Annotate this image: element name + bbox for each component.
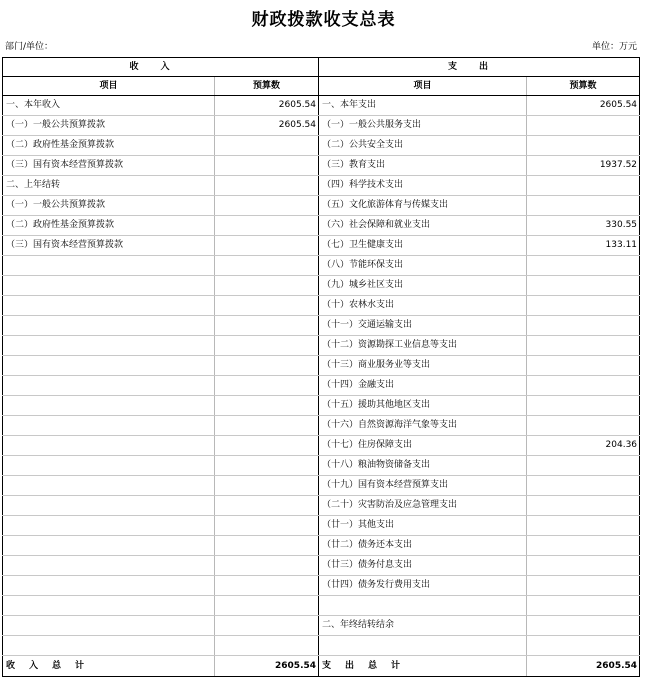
income-item-cell [3, 256, 215, 276]
expense-value-cell [527, 616, 640, 636]
column-header-row [3, 77, 640, 96]
expense-value-cell [527, 456, 640, 476]
income-item-cell: （一）一般公共预算拨款 [3, 196, 215, 216]
income-item-cell [3, 616, 215, 636]
expense-value-cell: 330.55 [527, 216, 640, 236]
income-item-cell [3, 636, 215, 656]
expense-item-cell: （三）教育支出 [319, 156, 527, 176]
income-value-cell [215, 636, 319, 656]
income-item-cell: （二）政府性基金预算拨款 [3, 216, 215, 236]
income-item-cell [3, 516, 215, 536]
income-value-cell [215, 396, 319, 416]
expense-item-cell: （廿二）债务还本支出 [319, 536, 527, 556]
income-item-cell: 一、本年收入 [3, 96, 215, 116]
expense-item-cell [319, 596, 527, 616]
expense-item-cell: （二十）灾害防治及应急管理支出 [319, 496, 527, 516]
table-row [3, 296, 640, 316]
expense-value-cell [527, 596, 640, 616]
table-row [3, 436, 640, 456]
income-value-cell [215, 276, 319, 296]
table-row [3, 116, 640, 136]
income-total-label: 收入总计 [3, 656, 215, 677]
table-row [3, 536, 640, 556]
expense-item-col-header: 项目 [319, 77, 527, 96]
expense-item-cell: 二、年终结转结余 [319, 616, 527, 636]
expense-budget-col-header: 预算数 [527, 77, 640, 96]
department-label: 部门/单位： [5, 42, 54, 52]
income-item-cell [3, 556, 215, 576]
income-value-cell [215, 516, 319, 536]
table-row [3, 396, 640, 416]
table-row [3, 516, 640, 536]
table-row [3, 556, 640, 576]
expense-item-cell: （十）农林水支出 [319, 296, 527, 316]
expense-item-cell: （十九）国有资本经营预算支出 [319, 476, 527, 496]
income-value-cell [215, 476, 319, 496]
income-total-value: 2605.54 [215, 656, 319, 677]
income-value-cell [215, 136, 319, 156]
table-row [3, 496, 640, 516]
income-value-cell: 2605.54 [215, 96, 319, 116]
section-header-row [3, 58, 640, 77]
page-title: 财政拨款收支总表 [251, 10, 396, 30]
table-row [3, 216, 640, 236]
income-value-cell [215, 376, 319, 396]
income-value-cell [215, 596, 319, 616]
income-value-cell [215, 256, 319, 276]
total-row [3, 656, 640, 677]
table-row [3, 416, 640, 436]
table-row [3, 156, 640, 176]
expense-item-cell: （十二）资源勘探工业信息等支出 [319, 336, 527, 356]
income-item-cell [3, 456, 215, 476]
table-row [3, 176, 640, 196]
income-item-cell: 二、上年结转 [3, 176, 215, 196]
income-item-cell: （一）一般公共预算拨款 [3, 116, 215, 136]
expense-value-cell [527, 316, 640, 336]
income-value-cell [215, 456, 319, 476]
income-item-cell [3, 396, 215, 416]
expense-item-cell: （九）城乡社区支出 [319, 276, 527, 296]
expense-value-cell [527, 636, 640, 656]
income-item-cell [3, 296, 215, 316]
expense-header: 支出 [319, 58, 640, 77]
expense-value-cell [527, 116, 640, 136]
budget-table [2, 57, 640, 677]
income-item-cell [3, 356, 215, 376]
income-value-cell [215, 496, 319, 516]
expense-value-cell [527, 516, 640, 536]
expense-item-cell: （八）节能环保支出 [319, 256, 527, 276]
income-item-cell [3, 496, 215, 516]
table-row [3, 376, 640, 396]
expense-item-cell: （十六）自然资源海洋气象等支出 [319, 416, 527, 436]
expense-value-cell [527, 536, 640, 556]
expense-item-cell: （十七）住房保障支出 [319, 436, 527, 456]
expense-item-cell: （廿一）其他支出 [319, 516, 527, 536]
income-value-cell [215, 176, 319, 196]
income-value-cell [215, 336, 319, 356]
expense-item-cell: （五）文化旅游体育与传媒支出 [319, 196, 527, 216]
expense-item-cell: （十四）金融支出 [319, 376, 527, 396]
table-row [3, 476, 640, 496]
income-item-cell [3, 596, 215, 616]
expense-item-cell: 一、本年支出 [319, 96, 527, 116]
income-budget-col-header: 预算数 [215, 77, 319, 96]
unit-label: 单位：万元 [591, 42, 637, 52]
expense-total-label: 支出总计 [319, 656, 527, 677]
income-value-cell [215, 416, 319, 436]
expense-value-cell: 204.36 [527, 436, 640, 456]
table-row [3, 316, 640, 336]
expense-item-cell [319, 636, 527, 656]
expense-item-cell: （一）一般公共服务支出 [319, 116, 527, 136]
table-row [3, 256, 640, 276]
table-row [3, 236, 640, 256]
income-item-cell: （三）国有资本经营预算拨款 [3, 156, 215, 176]
expense-value-cell [527, 556, 640, 576]
expense-value-cell [527, 576, 640, 596]
expense-value-cell [527, 196, 640, 216]
income-value-cell [215, 296, 319, 316]
expense-value-cell [527, 416, 640, 436]
table-row [3, 636, 640, 656]
expense-value-cell: 1937.52 [527, 156, 640, 176]
table-row [3, 616, 640, 636]
table-row [3, 356, 640, 376]
income-item-cell: （二）政府性基金预算拨款 [3, 136, 215, 156]
expense-item-cell: （四）科学技术支出 [319, 176, 527, 196]
expense-value-cell [527, 176, 640, 196]
expense-item-cell: （十一）交通运输支出 [319, 316, 527, 336]
expense-value-cell [527, 356, 640, 376]
table-row [3, 96, 640, 116]
expense-item-cell: （七）卫生健康支出 [319, 236, 527, 256]
table-row [3, 596, 640, 616]
income-item-cell [3, 276, 215, 296]
expense-value-cell [527, 136, 640, 156]
income-item-cell [3, 436, 215, 456]
expense-item-cell: （十五）援助其他地区支出 [319, 396, 527, 416]
expense-value-cell [527, 376, 640, 396]
expense-value-cell [527, 496, 640, 516]
income-value-cell [215, 216, 319, 236]
expense-value-cell [527, 336, 640, 356]
expense-value-cell [527, 476, 640, 496]
income-value-cell [215, 556, 319, 576]
income-item-cell: （三）国有资本经营预算拨款 [3, 236, 215, 256]
income-value-cell [215, 356, 319, 376]
table-row [3, 136, 640, 156]
table-row [3, 456, 640, 476]
expense-value-cell [527, 276, 640, 296]
income-item-cell [3, 316, 215, 336]
income-value-cell [215, 436, 319, 456]
expense-value-cell: 133.11 [527, 236, 640, 256]
income-value-cell [215, 236, 319, 256]
income-value-cell [215, 196, 319, 216]
income-value-cell [215, 616, 319, 636]
expense-item-cell: （六）社会保障和就业支出 [319, 216, 527, 236]
expense-item-cell: （廿四）债务发行费用支出 [319, 576, 527, 596]
income-value-cell [215, 536, 319, 556]
income-item-cell [3, 376, 215, 396]
income-value-cell [215, 316, 319, 336]
expense-item-cell: （十三）商业服务业等支出 [319, 356, 527, 376]
expense-value-cell [527, 296, 640, 316]
expense-value-cell [527, 256, 640, 276]
income-header: 收入 [3, 58, 319, 77]
income-value-cell [215, 156, 319, 176]
table-row [3, 276, 640, 296]
expense-item-cell: （廿三）债务付息支出 [319, 556, 527, 576]
income-value-cell: 2605.54 [215, 116, 319, 136]
income-item-cell [3, 416, 215, 436]
expense-total-value: 2605.54 [527, 656, 640, 677]
table-row [3, 196, 640, 216]
expense-value-cell [527, 396, 640, 416]
expense-item-cell: （十八）粮油物资储备支出 [319, 456, 527, 476]
expense-item-cell: （二）公共安全支出 [319, 136, 527, 156]
income-item-col-header: 项目 [3, 77, 215, 96]
table-row [3, 576, 640, 596]
income-value-cell [215, 576, 319, 596]
income-item-cell [3, 576, 215, 596]
income-item-cell [3, 336, 215, 356]
table-body [3, 96, 640, 656]
table-row [3, 336, 640, 356]
income-item-cell [3, 536, 215, 556]
income-item-cell [3, 476, 215, 496]
expense-value-cell: 2605.54 [527, 96, 640, 116]
